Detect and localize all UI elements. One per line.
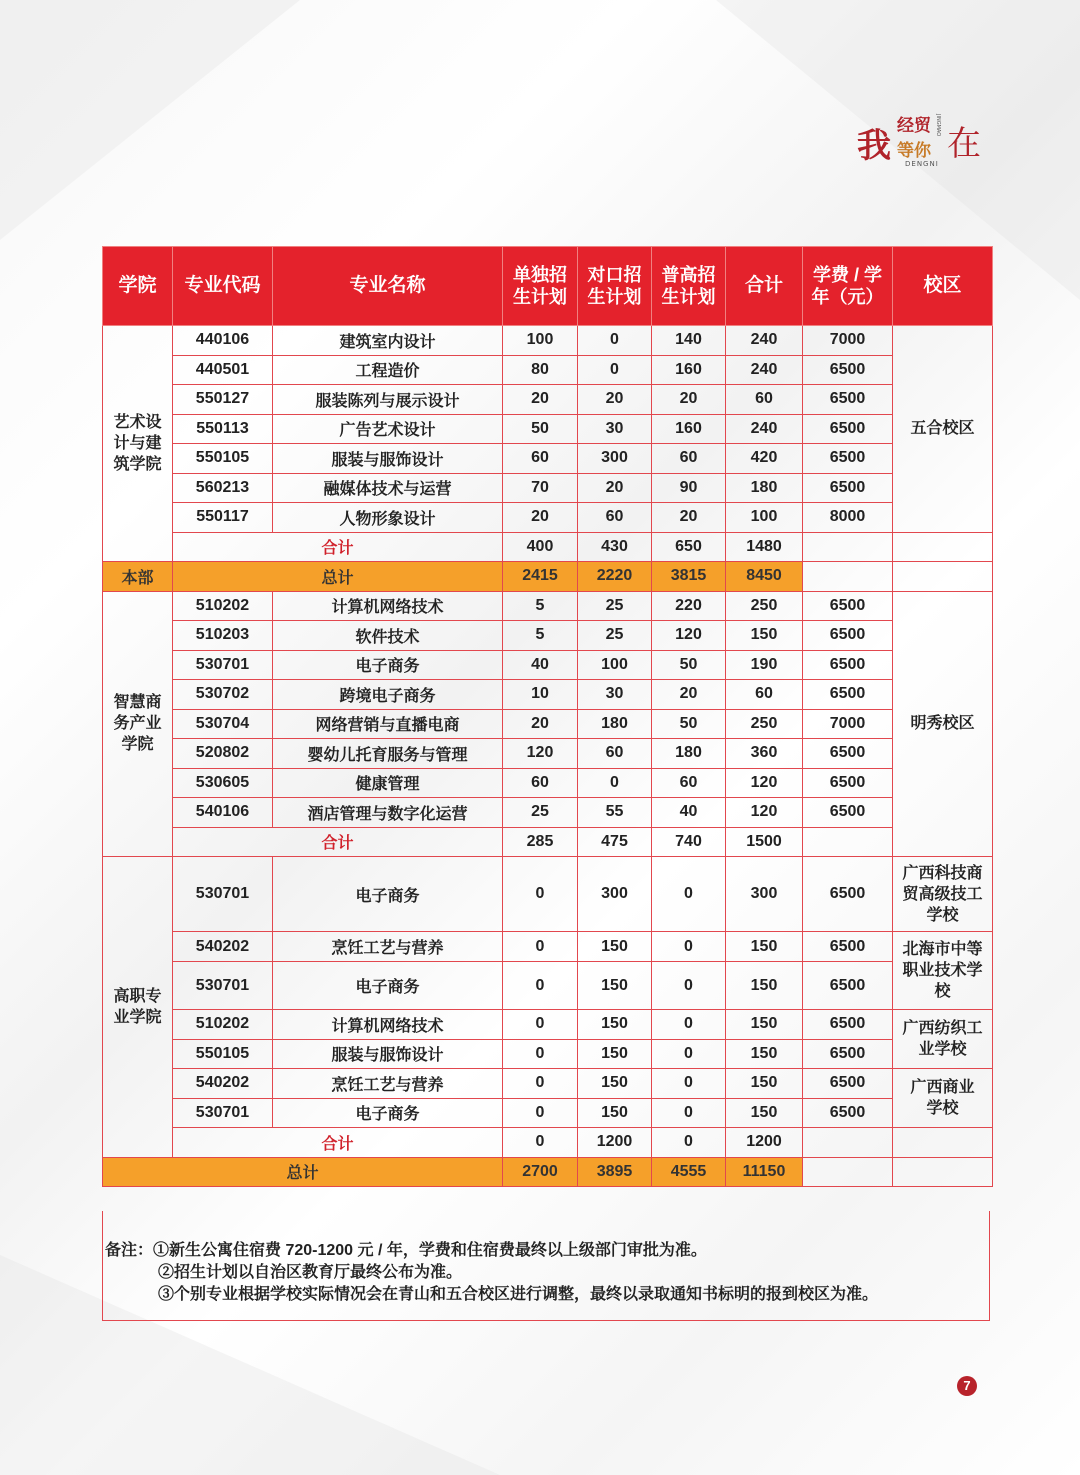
page-number-badge: 7 xyxy=(957,1376,977,1396)
single-cell: 20 xyxy=(503,503,578,533)
code-cell: 550113 xyxy=(173,414,273,444)
total-cell: 250 xyxy=(726,591,803,621)
duikou-cell: 150 xyxy=(578,932,652,962)
pugao-cell: 160 xyxy=(652,355,726,385)
single-cell: 120 xyxy=(503,739,578,769)
duikou-cell: 30 xyxy=(578,680,652,710)
fee-cell: 6500 xyxy=(803,355,893,385)
code-cell: 550127 xyxy=(173,385,273,415)
empty-cell xyxy=(803,1128,893,1158)
benbu-single: 2415 xyxy=(503,562,578,592)
duikou-cell: 20 xyxy=(578,473,652,503)
single-cell: 0 xyxy=(503,1069,578,1099)
single-cell: 25 xyxy=(503,798,578,828)
total-cell: 300 xyxy=(726,857,803,932)
duikou-cell: 100 xyxy=(578,650,652,680)
single-cell: 50 xyxy=(503,414,578,444)
subtotal-duikou: 475 xyxy=(578,827,652,857)
total-cell: 150 xyxy=(726,1098,803,1128)
pugao-cell: 0 xyxy=(652,857,726,932)
logo-char-jingmao: 经贸 xyxy=(897,116,931,136)
major-name-cell: 电子商务 xyxy=(273,650,503,680)
major-name-cell: 广告艺术设计 xyxy=(273,414,503,444)
code-cell: 510203 xyxy=(173,621,273,651)
subtotal-row xyxy=(103,532,993,562)
logo-char-zai: 在 xyxy=(947,124,981,164)
code-cell: 550105 xyxy=(173,444,273,474)
duikou-cell: 55 xyxy=(578,798,652,828)
header-row xyxy=(103,247,993,326)
pugao-cell: 20 xyxy=(652,680,726,710)
total-cell: 150 xyxy=(726,932,803,962)
logo-char-wo: 我 xyxy=(857,126,891,166)
fee-cell: 6500 xyxy=(803,798,893,828)
duikou-cell: 30 xyxy=(578,414,652,444)
total-cell: 240 xyxy=(726,326,803,356)
table-row xyxy=(103,1098,993,1128)
pugao-cell: 20 xyxy=(652,385,726,415)
notes-box xyxy=(102,1211,990,1321)
subtotal-total: 1200 xyxy=(726,1128,803,1158)
major-name-cell: 网络营销与直播电商 xyxy=(273,709,503,739)
pugao-cell: 0 xyxy=(652,1039,726,1069)
duikou-cell: 150 xyxy=(578,1039,652,1069)
pugao-cell: 20 xyxy=(652,503,726,533)
grand-total-label: 总计 xyxy=(103,1157,503,1187)
pugao-cell: 40 xyxy=(652,798,726,828)
duikou-cell: 150 xyxy=(578,1069,652,1099)
total-cell: 60 xyxy=(726,680,803,710)
code-cell: 440106 xyxy=(173,326,273,356)
duikou-cell: 25 xyxy=(578,621,652,651)
code-cell: 530605 xyxy=(173,768,273,798)
header-major-name: 专业名称 xyxy=(273,247,503,326)
total-cell: 360 xyxy=(726,739,803,769)
single-cell: 70 xyxy=(503,473,578,503)
note-item: ①新生公寓住宿费 720-1200 元 / 年，学费和住宿费最终以上级部门审批为准。 xyxy=(153,1242,707,1259)
pugao-cell: 90 xyxy=(652,473,726,503)
table-row xyxy=(103,473,993,503)
total-cell: 60 xyxy=(726,385,803,415)
code-cell: 550117 xyxy=(173,503,273,533)
single-cell: 40 xyxy=(503,650,578,680)
major-name-cell: 软件技术 xyxy=(273,621,503,651)
school-logo xyxy=(855,108,985,172)
code-cell: 510202 xyxy=(173,591,273,621)
total-cell: 150 xyxy=(726,962,803,1010)
subtotal-single: 285 xyxy=(503,827,578,857)
pugao-cell: 0 xyxy=(652,1069,726,1099)
subtotal-pugao: 0 xyxy=(652,1128,726,1158)
total-cell: 420 xyxy=(726,444,803,474)
duikou-cell: 60 xyxy=(578,503,652,533)
table-row xyxy=(103,739,993,769)
major-name-cell: 融媒体技术与运营 xyxy=(273,473,503,503)
pugao-cell: 0 xyxy=(652,932,726,962)
single-cell: 60 xyxy=(503,768,578,798)
duikou-cell: 150 xyxy=(578,962,652,1010)
fee-cell: 6500 xyxy=(803,385,893,415)
empty-cell xyxy=(893,562,993,592)
major-name-cell: 服装与服饰设计 xyxy=(273,444,503,474)
pugao-cell: 0 xyxy=(652,1010,726,1040)
table-row xyxy=(103,503,993,533)
header-pugao-plan: 普高招生计划 xyxy=(652,247,726,326)
code-cell: 530701 xyxy=(173,962,273,1010)
benbu-total-label: 总计 xyxy=(173,562,503,592)
subtotal-label: 合计 xyxy=(173,532,503,562)
fee-cell: 6500 xyxy=(803,621,893,651)
major-name-cell: 服装与服饰设计 xyxy=(273,1039,503,1069)
major-name-cell: 跨境电子商务 xyxy=(273,680,503,710)
code-cell: 530704 xyxy=(173,709,273,739)
single-cell: 5 xyxy=(503,621,578,651)
single-cell: 0 xyxy=(503,1039,578,1069)
total-cell: 120 xyxy=(726,768,803,798)
pugao-cell: 60 xyxy=(652,444,726,474)
table-row xyxy=(103,444,993,474)
table-row xyxy=(103,650,993,680)
major-name-cell: 酒店管理与数字化运营 xyxy=(273,798,503,828)
total-cell: 120 xyxy=(726,798,803,828)
subtotal-pugao: 740 xyxy=(652,827,726,857)
header-total: 合计 xyxy=(726,247,803,326)
header-single-plan: 单独招生计划 xyxy=(503,247,578,326)
major-name-cell: 电子商务 xyxy=(273,857,503,932)
note-item: ②招生计划以自治区教育厅最终公布为准。 xyxy=(158,1264,463,1281)
fee-cell: 6500 xyxy=(803,650,893,680)
table-row xyxy=(103,962,993,1010)
single-cell: 10 xyxy=(503,680,578,710)
empty-cell xyxy=(893,1157,993,1187)
background-shape xyxy=(0,0,300,240)
fee-cell: 6500 xyxy=(803,1010,893,1040)
code-cell: 550105 xyxy=(173,1039,273,1069)
major-name-cell: 服装陈列与展示设计 xyxy=(273,385,503,415)
single-cell: 80 xyxy=(503,355,578,385)
college-cell: 艺术设计与建筑学院 xyxy=(103,326,173,562)
major-name-cell: 烹饪工艺与营养 xyxy=(273,1069,503,1099)
single-cell: 0 xyxy=(503,1098,578,1128)
code-cell: 540202 xyxy=(173,932,273,962)
major-name-cell: 健康管理 xyxy=(273,768,503,798)
fee-cell: 6500 xyxy=(803,680,893,710)
pugao-cell: 0 xyxy=(652,1098,726,1128)
fee-cell: 8000 xyxy=(803,503,893,533)
table-row xyxy=(103,857,993,932)
subtotal-pugao: 650 xyxy=(652,532,726,562)
subtotal-total: 1480 xyxy=(726,532,803,562)
campus-cell: 广西商业学校 xyxy=(893,1069,993,1128)
fee-cell: 6500 xyxy=(803,1098,893,1128)
major-name-cell: 婴幼儿托育服务与管理 xyxy=(273,739,503,769)
duikou-cell: 300 xyxy=(578,444,652,474)
fee-cell: 6500 xyxy=(803,414,893,444)
total-cell: 100 xyxy=(726,503,803,533)
total-cell: 240 xyxy=(726,414,803,444)
fee-cell: 6500 xyxy=(803,768,893,798)
empty-cell xyxy=(803,562,893,592)
fee-cell: 6500 xyxy=(803,739,893,769)
code-cell: 560213 xyxy=(173,473,273,503)
subtotal-row xyxy=(103,1128,993,1158)
total-cell: 240 xyxy=(726,355,803,385)
major-name-cell: 计算机网络技术 xyxy=(273,591,503,621)
subtotal-duikou: 430 xyxy=(578,532,652,562)
single-cell: 100 xyxy=(503,326,578,356)
benbu-duikou: 2220 xyxy=(578,562,652,592)
college-cell: 智慧商务产业学院 xyxy=(103,591,173,857)
duikou-cell: 150 xyxy=(578,1098,652,1128)
duikou-cell: 0 xyxy=(578,326,652,356)
duikou-cell: 150 xyxy=(578,1010,652,1040)
fee-cell: 6500 xyxy=(803,962,893,1010)
pugao-cell: 50 xyxy=(652,650,726,680)
subtotal-single: 0 xyxy=(503,1128,578,1158)
subtotal-row xyxy=(103,827,993,857)
table-row xyxy=(103,414,993,444)
grand-total-pugao: 4555 xyxy=(652,1157,726,1187)
pugao-cell: 180 xyxy=(652,739,726,769)
enrollment-plan-table xyxy=(102,246,993,1187)
table-row xyxy=(103,1010,993,1040)
table-row xyxy=(103,355,993,385)
table-row xyxy=(103,709,993,739)
subtotal-total: 1500 xyxy=(726,827,803,857)
duikou-cell: 25 xyxy=(578,591,652,621)
header-duikou-plan: 对口招生计划 xyxy=(578,247,652,326)
total-cell: 250 xyxy=(726,709,803,739)
major-name-cell: 电子商务 xyxy=(273,962,503,1010)
pugao-cell: 220 xyxy=(652,591,726,621)
duikou-cell: 180 xyxy=(578,709,652,739)
major-name-cell: 烹饪工艺与营养 xyxy=(273,932,503,962)
campus-cell: 明秀校区 xyxy=(893,591,993,857)
grand-total-total: 11150 xyxy=(726,1157,803,1187)
major-name-cell: 建筑室内设计 xyxy=(273,326,503,356)
pugao-cell: 0 xyxy=(652,962,726,1010)
table-row xyxy=(103,591,993,621)
single-cell: 0 xyxy=(503,857,578,932)
table-row xyxy=(103,385,993,415)
fee-cell: 6500 xyxy=(803,857,893,932)
note-item: ③个别专业根据学校实际情况会在青山和五合校区进行调整，最终以录取通知书标明的报到校区为准。 xyxy=(158,1286,879,1303)
single-cell: 0 xyxy=(503,932,578,962)
campus-cell: 五合校区 xyxy=(893,326,993,533)
single-cell: 0 xyxy=(503,1010,578,1040)
benbu-total: 8450 xyxy=(726,562,803,592)
pugao-cell: 60 xyxy=(652,768,726,798)
fee-cell: 6500 xyxy=(803,1039,893,1069)
major-name-cell: 计算机网络技术 xyxy=(273,1010,503,1040)
duikou-cell: 300 xyxy=(578,857,652,932)
empty-cell xyxy=(803,1157,893,1187)
logo-vertical-text: JINGMAO xyxy=(935,114,941,137)
table-row xyxy=(103,326,993,356)
subtotal-label: 合计 xyxy=(173,827,503,857)
benbu-label: 本部 xyxy=(103,562,173,592)
code-cell: 530702 xyxy=(173,680,273,710)
benbu-pugao: 3815 xyxy=(652,562,726,592)
total-cell: 150 xyxy=(726,1069,803,1099)
total-cell: 150 xyxy=(726,621,803,651)
total-cell: 150 xyxy=(726,1010,803,1040)
duikou-cell: 60 xyxy=(578,739,652,769)
header-fee: 学费 / 学年（元） xyxy=(803,247,893,326)
fee-cell: 7000 xyxy=(803,709,893,739)
table-row xyxy=(103,621,993,651)
single-cell: 20 xyxy=(503,385,578,415)
duikou-cell: 0 xyxy=(578,355,652,385)
single-cell: 60 xyxy=(503,444,578,474)
duikou-cell: 0 xyxy=(578,768,652,798)
empty-cell xyxy=(803,532,893,562)
subtotal-duikou: 1200 xyxy=(578,1128,652,1158)
duikou-cell: 20 xyxy=(578,385,652,415)
empty-cell xyxy=(893,532,993,562)
total-cell: 180 xyxy=(726,473,803,503)
total-cell: 150 xyxy=(726,1039,803,1069)
fee-cell: 6500 xyxy=(803,1069,893,1099)
table-row xyxy=(103,1069,993,1099)
single-cell: 5 xyxy=(503,591,578,621)
code-cell: 530701 xyxy=(173,857,273,932)
grand-total-single: 2700 xyxy=(503,1157,578,1187)
total-cell: 190 xyxy=(726,650,803,680)
pugao-cell: 120 xyxy=(652,621,726,651)
code-cell: 530701 xyxy=(173,1098,273,1128)
campus-cell: 广西纺织工业学校 xyxy=(893,1010,993,1069)
logo-subtitle: DENGNI xyxy=(905,160,939,168)
major-name-cell: 电子商务 xyxy=(273,1098,503,1128)
code-cell: 520802 xyxy=(173,739,273,769)
pugao-cell: 160 xyxy=(652,414,726,444)
fee-cell: 6500 xyxy=(803,444,893,474)
code-cell: 540106 xyxy=(173,798,273,828)
code-cell: 530701 xyxy=(173,650,273,680)
table-row xyxy=(103,1039,993,1069)
notes-prefix: 备注： xyxy=(105,1242,154,1259)
header-code: 专业代码 xyxy=(173,247,273,326)
single-cell: 20 xyxy=(503,709,578,739)
code-cell: 440501 xyxy=(173,355,273,385)
grand-total-duikou: 3895 xyxy=(578,1157,652,1187)
pugao-cell: 50 xyxy=(652,709,726,739)
single-cell: 0 xyxy=(503,962,578,1010)
fee-cell: 6500 xyxy=(803,473,893,503)
table-row xyxy=(103,680,993,710)
table-row xyxy=(103,798,993,828)
logo-char-dengni: 等你 xyxy=(897,141,931,161)
fee-cell: 6500 xyxy=(803,591,893,621)
fee-cell: 6500 xyxy=(803,932,893,962)
major-name-cell: 人物形象设计 xyxy=(273,503,503,533)
code-cell: 540202 xyxy=(173,1069,273,1099)
campus-cell: 广西科技商贸高级技工学校 xyxy=(893,857,993,932)
benbu-total-row xyxy=(103,562,993,592)
subtotal-single: 400 xyxy=(503,532,578,562)
college-cell: 高职专业学院 xyxy=(103,857,173,1158)
table-row xyxy=(103,932,993,962)
empty-cell xyxy=(803,827,893,857)
grand-total-row xyxy=(103,1157,993,1187)
major-name-cell: 工程造价 xyxy=(273,355,503,385)
subtotal-label: 合计 xyxy=(173,1128,503,1158)
fee-cell: 7000 xyxy=(803,326,893,356)
pugao-cell: 140 xyxy=(652,326,726,356)
code-cell: 510202 xyxy=(173,1010,273,1040)
campus-cell: 北海市中等职业技术学校 xyxy=(893,932,993,1010)
header-campus: 校区 xyxy=(893,247,993,326)
table-row xyxy=(103,768,993,798)
empty-cell xyxy=(893,1128,993,1158)
header-college: 学院 xyxy=(103,247,173,326)
